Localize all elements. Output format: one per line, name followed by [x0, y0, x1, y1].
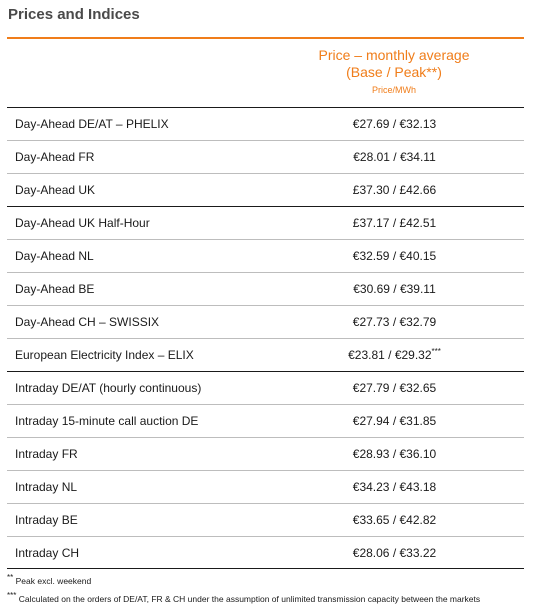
price-value — [265, 240, 524, 273]
market-name: Intraday FR — [15, 447, 78, 461]
market-name: Intraday 15-minute call auction DE — [15, 414, 199, 428]
footnote-2 — [7, 591, 481, 604]
table-row — [7, 239, 524, 272]
price-value — [265, 141, 524, 174]
price-text: €28.93 / €36.10 — [352, 447, 437, 461]
price-value — [265, 471, 524, 504]
table-row — [7, 305, 524, 338]
price-value — [265, 273, 524, 306]
price-text: €23.81 / €29.32 — [348, 348, 432, 362]
table-row — [7, 206, 524, 239]
market-name: Intraday NL — [15, 480, 78, 494]
price-value — [265, 174, 524, 207]
table-row — [7, 272, 524, 305]
market-name: Day-Ahead UK — [15, 183, 96, 197]
footnote-mark: *** — [431, 347, 441, 356]
market-name: Day-Ahead CH – SWISSIX — [15, 315, 160, 329]
price-value — [265, 372, 524, 405]
price-text: €27.94 / €31.85 — [352, 414, 437, 428]
market-name: Intraday DE/AT (hourly continuous) — [15, 381, 202, 395]
price-text: €28.01 / €34.11 — [353, 150, 436, 164]
table-row — [7, 503, 524, 536]
footnote-2-text: Calculated on the orders of DE/AT, FR & CH under the assumption of unlimited transmission capacity between the markets — [18, 594, 481, 604]
footnote-1-text: Peak excl. weekend — [15, 576, 92, 586]
price-value — [265, 537, 524, 570]
orange-divider — [7, 37, 524, 39]
price-value — [265, 207, 524, 240]
table-row — [7, 338, 524, 371]
market-name: Intraday CH — [15, 546, 80, 560]
price-text: €28.06 / €33.22 — [352, 546, 437, 560]
price-text: €34.23 / €43.18 — [352, 480, 437, 494]
footnote-1-mark: ** — [7, 573, 14, 583]
price-text: £37.17 / £42.51 — [352, 216, 437, 230]
price-text: €30.69 / €39.11 — [353, 282, 436, 296]
market-name: Day-Ahead FR — [15, 150, 95, 164]
header-line-2: (Base / Peak**) — [346, 64, 442, 80]
header-unit: Price/MWh — [371, 85, 416, 95]
price-value — [265, 306, 524, 339]
market-name: European Electricity Index – ELIX — [15, 348, 194, 362]
price-value — [265, 405, 524, 438]
market-name: Intraday BE — [15, 513, 78, 527]
page-title: Prices and Indices — [8, 6, 140, 23]
table-row — [7, 437, 524, 470]
table-row — [7, 371, 524, 404]
footnote-1 — [7, 573, 92, 586]
table-row — [7, 470, 524, 503]
price-text: £37.30 / £42.66 — [352, 183, 437, 197]
price-text: €27.69 / €32.13 — [352, 117, 437, 131]
footnote-2-mark: *** — [7, 591, 17, 601]
price-value — [265, 339, 524, 372]
price-value — [265, 504, 524, 537]
market-name: Day-Ahead NL — [15, 249, 94, 263]
market-name: Day-Ahead UK Half-Hour — [15, 216, 150, 230]
price-value — [265, 438, 524, 471]
price-text: €33.65 / €42.82 — [352, 513, 437, 527]
table-row — [7, 173, 524, 206]
table-row — [7, 536, 524, 569]
price-text: €32.59 / €40.15 — [352, 249, 437, 263]
column-header — [265, 47, 523, 97]
market-name: Day-Ahead BE — [15, 282, 95, 296]
table-row — [7, 404, 524, 437]
price-text: €27.79 / €32.65 — [352, 381, 437, 395]
header-line-1: Price – monthly average — [318, 47, 470, 63]
market-name: Day-Ahead DE/AT – PHELIX — [15, 117, 169, 131]
table-row — [7, 107, 524, 140]
price-text: €27.73 / €32.79 — [352, 315, 437, 329]
price-value — [265, 108, 524, 141]
price-table — [7, 107, 524, 569]
table-row — [7, 140, 524, 173]
